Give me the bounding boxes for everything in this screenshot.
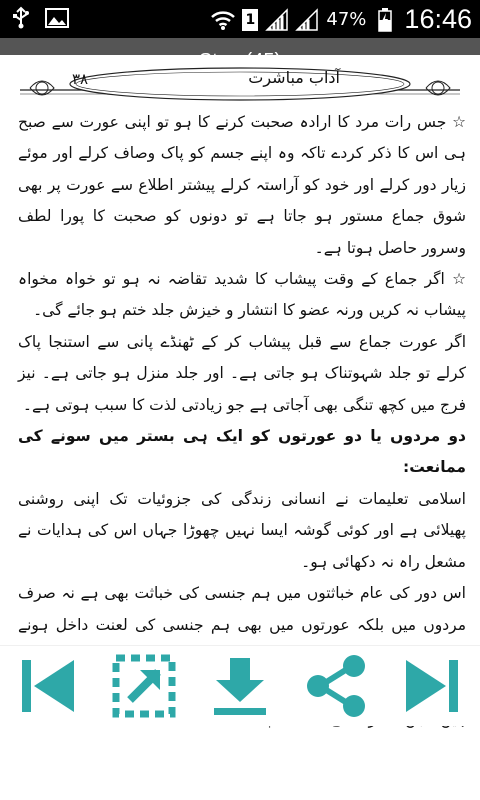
- action-bar: [0, 645, 480, 726]
- wifi-icon: [212, 9, 234, 31]
- battery-charging-icon: [374, 9, 396, 31]
- share-icon: [304, 654, 368, 718]
- download-icon: [208, 654, 272, 718]
- crop-expand-icon: [112, 654, 176, 718]
- image-icon: [46, 7, 68, 29]
- page-text: [18, 107, 466, 735]
- header-title: آداب مباشرت: [248, 68, 340, 87]
- fit-page-button[interactable]: [96, 646, 192, 726]
- paragraph: اس دور کی عام خباثتوں میں ہم جنسی کی خباثت بھی ہے نہ صرف مردوں میں بلکہ عورتوں میں بھی ہم جنسی کی لعنت داخل ہونے: [18, 584, 466, 634]
- download-button[interactable]: [192, 646, 288, 726]
- signal-icon: [266, 9, 288, 31]
- status-bar: [0, 0, 480, 38]
- next-button[interactable]: [384, 646, 480, 726]
- sim-icon: 1: [242, 9, 258, 31]
- usb-icon: [10, 7, 32, 29]
- section-heading: دو مردوں یا دو عورتوں کو ایک ہی بستر میں سونے کی ممانعت:: [18, 427, 466, 477]
- battery-percent: 47%: [326, 9, 367, 30]
- book-page[interactable]: [0, 55, 480, 645]
- share-button[interactable]: [288, 646, 384, 726]
- paragraph: اگر عورت جماع سے قبل پیشاب کر کے ٹھنڈے پانی سے استنجا پاک کرلے تو جلد شہوتناک ہو جاتی ہے۔ اور جلد منزل ہو جاتی ہے۔ نیز فرج میں کچھ تنگی بھی آجاتی ہے جو زیادتی لذت کا سبب ہوتی ہے۔: [18, 332, 466, 414]
- signal-icon: [296, 9, 318, 31]
- paragraph: ☆ جس رات مرد کا ارادہ صحبت کرنے کا ہو تو اپنی عورت سے صبح ہی اس کا ذکر کردے تاکہ وہ اپنے جسم کو پاک وصاف کرلے اور موئے زیار دور کرلے اور خود کو آراستہ کرلے پیشتر اطلاع سے عورت پر بھی شوق جماع مستور ہو جاتا ہے تو دونوں کو صحبت کا پورا لطف وسرور حاصل ہوتا ہے۔: [18, 113, 466, 257]
- skip-previous-icon: [16, 654, 80, 718]
- clock: 16:46: [404, 4, 472, 34]
- page-header: [20, 60, 460, 106]
- skip-next-icon: [400, 654, 464, 718]
- paragraph: ☆ اگر جماع کے وقت پیشاب کا شدید تقاضہ نہ ہو تو خواہ مخواہ پیشاب نہ کریں ورنہ عضو کا انتشار و خیزش جلد ختم ہو جائے گی۔: [18, 270, 466, 320]
- paragraph: اسلامی تعلیمات نے انسانی زندگی کی جزوئیات تک اپنی روشنی پھیلائی ہے اور کوئی گوشہ ایسا نہیں چھوڑا جہاں اس کی ہدایات نے مشعل راہ نہ دکھائی ہو۔: [18, 489, 466, 571]
- page-number: ۳۸: [72, 70, 89, 88]
- previous-button[interactable]: [0, 646, 96, 726]
